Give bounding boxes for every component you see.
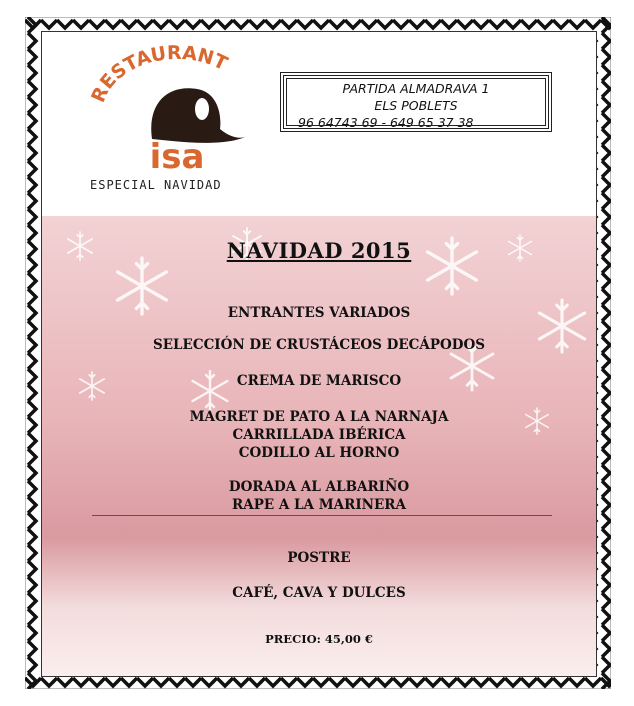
address-line-1: PARTIDA ALMADRAVA 1	[342, 81, 490, 96]
menu-item: CREMA DE MARISCO	[236, 373, 402, 389]
svg-text:RESTAURANT: RESTAURANT	[87, 44, 231, 106]
menu-page	[41, 31, 597, 677]
menu-item: CODILLO AL HORNO	[238, 445, 400, 461]
logo-subtitle: ESPECIAL NAVIDAD	[90, 178, 222, 192]
menu-item: POSTRE	[287, 550, 351, 566]
menu-item: RAPE A LA MARINERA	[232, 497, 406, 513]
menu-item: CAFÉ, CAVA Y DULCES	[232, 585, 406, 601]
menu-item: SELECCIÓN DE CRUSTÁCEOS DECÁPODOS	[153, 337, 485, 353]
zigzag-border-frame	[25, 17, 611, 689]
menu-item: CARRILLADA IBÉRICA	[232, 427, 406, 443]
divider	[92, 515, 552, 516]
phone-numbers: 96 64743 69 - 649 65 37 38	[298, 115, 474, 130]
restaurant-logo	[82, 44, 272, 174]
svg-text:isa: isa	[149, 137, 205, 174]
address-line-2: ELS POBLETS	[374, 98, 458, 113]
menu-item: MAGRET DE PATO A LA NARNAJA	[189, 409, 449, 425]
menu-title: NAVIDAD 2015	[226, 238, 412, 263]
address-box	[280, 72, 552, 132]
menu-item: ENTRANTES VARIADOS	[227, 305, 411, 321]
menu-price: PRECIO: 45,00 €	[265, 632, 373, 646]
menu-item: DORADA AL ALBARIÑO	[228, 479, 410, 495]
